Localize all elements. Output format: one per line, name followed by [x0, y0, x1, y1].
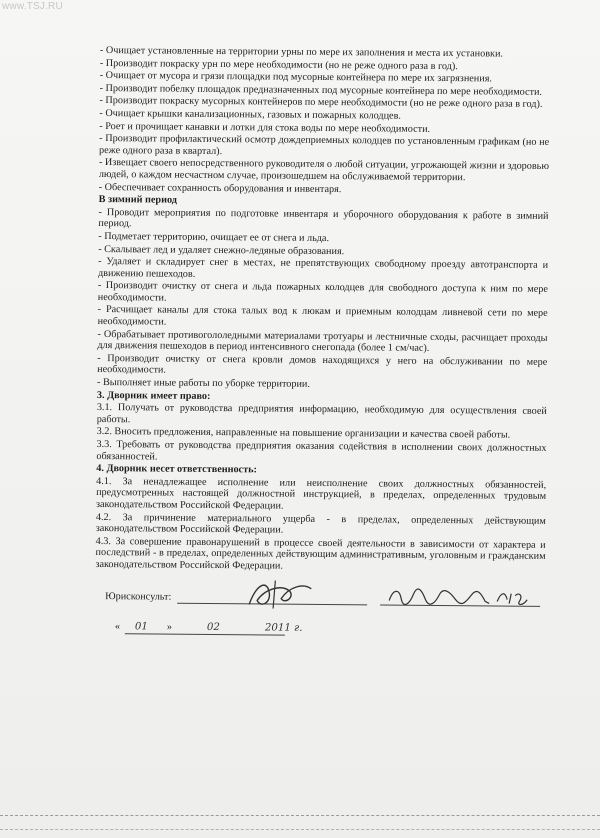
- paragraph: - Выполняет иные работы по уборке территории.: [97, 377, 311, 390]
- paragraph: - Производит очистку от снега кровли домов находящихся у него на обслуживании по мере необходимости.: [97, 352, 548, 377]
- paragraph: - Очищает крышки канализационных, газовых и пожарных колодцев.: [99, 107, 402, 122]
- paragraph: - Производит побелку площадок предназначенных под мусорные контейнера по мере необходимости.: [99, 82, 543, 98]
- watermark: www.TSJ.RU: [2, 1, 63, 12]
- paragraph: - Извещает своего непосредственного руководителя о любой ситуации, угрожающей жизни и здоровью людей, о каждом несчастном случае, произошедшем на обслуживаемой территории.: [98, 157, 550, 184]
- paragraph: 3.1. Получать от руководства предприятия информацию, необходимую для осуществления своей работы.: [96, 402, 547, 426]
- scan-edge-line: [0, 815, 600, 816]
- paragraph: - Проводит мероприятия по подготовке инвентаря и уборочного оборудования к работе в зимний период.: [98, 206, 549, 230]
- signature-scribble: [245, 578, 315, 611]
- section-heading: 3. Дворник имеет право:: [96, 389, 211, 402]
- paragraph: - Обеспечивает сохранность оборудования и инвентаря.: [98, 181, 342, 195]
- date-close-quote: »: [166, 621, 173, 633]
- date-row: [95, 619, 545, 643]
- paragraph: - Очищает от мусора и грязи площадки под мусорные контейнера по мере их загрязнения.: [99, 70, 492, 85]
- paragraph: - Производит покраску урн по мере необходимости (но не реже одного раза в год).: [99, 57, 458, 72]
- date-day: 01: [134, 620, 148, 632]
- paragraph: - Обрабатывает противогололедными материалами тротуары и лестничные сходы, расчищает проходы для движения пешеходов в период интенсивного снегопада (более 1 см/час).: [97, 328, 548, 355]
- paragraph: - Роет и прочищает канавки и лотки для стока воды по мере необходимости.: [99, 120, 431, 135]
- date-underline: [125, 633, 285, 635]
- scan-edge-line: [0, 829, 600, 830]
- date-month: 02: [206, 621, 220, 633]
- signature-row: [95, 577, 545, 615]
- paragraph: 3.3. Требовать от руководства предприятия оказания содействия в исполнении своих должностных обязанностей.: [96, 438, 547, 463]
- paragraph: - Производит профилактический осмотр дождеприемных колодцев по установленным графикам (но не реже одного раза в квартал).: [99, 133, 550, 157]
- date-year: 2011 г.: [264, 621, 303, 634]
- document-body: [95, 45, 550, 642]
- paragraph: - Удаляет и складирует снег в местах, не препятствующих свободному проезду автотранспорта и движению пешеходов.: [97, 256, 549, 280]
- paragraph: 4.2. За причинение материального ущерба - в пределах, определенных действующим законодательством Российской Федерации.: [95, 511, 546, 536]
- paragraph: 4.3. За совершение правонарушений в процессе своей деятельности в зависимости от характера и последствий - в пределах, определенных действующим административным, уголовным и гражданским законодательством Российской Федерации.: [95, 535, 546, 572]
- paragraph: - Скалывает лед и удаляет снежно-ледяные образования.: [98, 243, 345, 257]
- section-heading: В зимний период: [98, 194, 177, 206]
- signature-label: Юрисконсульт:: [105, 590, 172, 603]
- name-handwriting: [385, 584, 535, 609]
- paragraph: - Производит покраску мусорных контейнеров по мере необходимости (но не реже одного раза в год).: [99, 95, 543, 111]
- paragraph-list: [95, 45, 550, 574]
- section-heading: 4. Дворник несет ответственность:: [96, 463, 257, 476]
- paragraph: - Очищает установленные на территории урны по мере их заполнения и места их установки.: [99, 45, 504, 60]
- paragraph: 4.1. За ненадлежащее исполнение или неисполнение своих должностных обязанностей, предусмотренных настоящей должностной инструкцией, в пределах, определенных трудовым законодательством Российской Федерации.: [95, 475, 547, 512]
- paragraph: - Расчищает каналы для стока талых вод к люкам и приемным колодцам ливневой сети по мере необходимости.: [97, 304, 548, 328]
- paragraph: - Подметает территорию, очищает ее от снега и льда.: [98, 230, 330, 244]
- paragraph: - Производит очистку от снега и льда пожарных колодцев для свободного доступа к ним по мере необходимости.: [97, 280, 548, 304]
- paragraph: 3.2. Вносить предложения, направленные на повышение организации и качества своей работы.: [96, 426, 511, 442]
- date-open-quote: «: [114, 620, 121, 632]
